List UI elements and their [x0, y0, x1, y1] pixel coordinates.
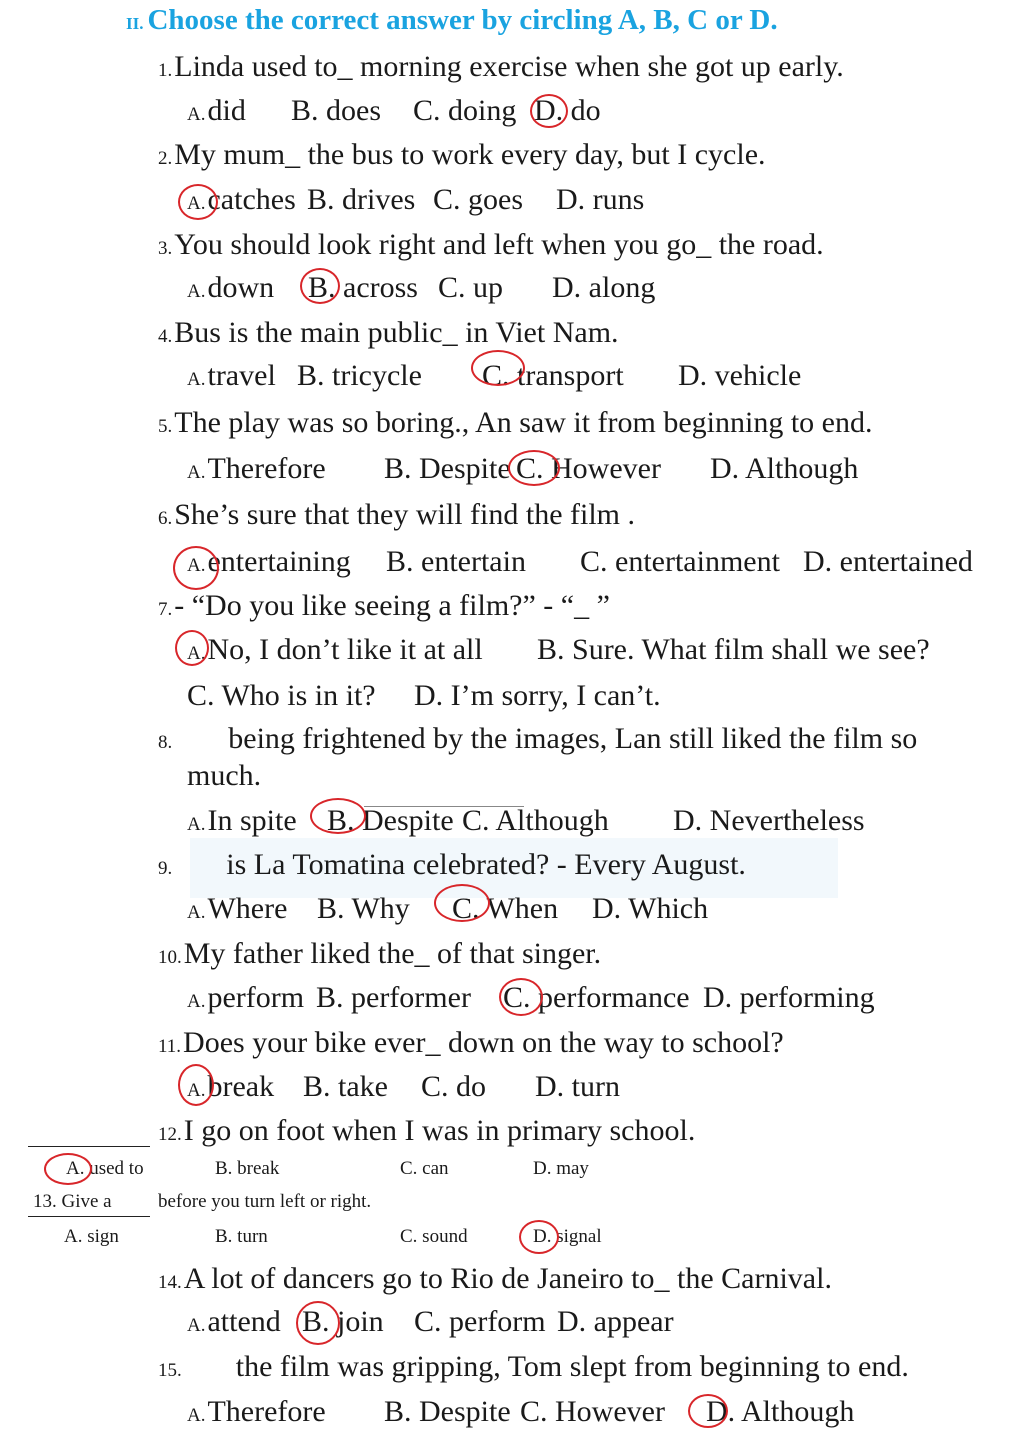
q3-option-d[interactable]: D. along	[552, 271, 656, 304]
q7-option-c[interactable]: C. Who is in it?	[187, 679, 376, 712]
q11-option-b[interactable]: B. take	[303, 1070, 388, 1103]
q2-option-a[interactable]	[187, 182, 296, 222]
q5-option-a[interactable]	[187, 451, 326, 491]
option-text: In spite	[207, 804, 297, 837]
q15-option-d[interactable]: D. Although	[706, 1395, 855, 1428]
q10-option-b[interactable]: B. performer	[316, 981, 471, 1014]
question-number: 9.	[158, 858, 173, 879]
divider-line	[28, 1146, 150, 1147]
q7-option-a[interactable]	[187, 632, 483, 672]
q2-option-b[interactable]: B. drives	[307, 183, 416, 216]
option-letter: A.	[187, 281, 206, 302]
option-text: Where	[207, 892, 288, 925]
question-text: I go on foot when I was in primary school.	[183, 1114, 696, 1147]
question-15	[158, 1349, 909, 1389]
option-letter: A.	[187, 1080, 206, 1101]
q13-option-d[interactable]: D. signal	[533, 1226, 602, 1247]
question-number: 4.	[158, 326, 173, 347]
q6-option-b[interactable]: B. entertain	[386, 545, 526, 578]
option-letter: A.	[187, 643, 206, 664]
question-text: being frightened by the images, Lan still liked the film so	[228, 722, 918, 755]
strike-line	[364, 806, 524, 807]
question-13-number: 13. Give a	[33, 1191, 112, 1212]
q6-option-d[interactable]: D. entertained	[803, 545, 973, 578]
q8-option-a[interactable]	[187, 803, 297, 843]
q3-option-c[interactable]: C. up	[438, 271, 504, 304]
q9-option-b[interactable]: B. Why	[317, 892, 410, 925]
question-text: Bus is the main public_ in Viet Nam.	[174, 316, 619, 349]
option-text: Therefore	[207, 452, 326, 485]
q5-option-b[interactable]: B. Despite	[384, 452, 511, 485]
q14-option-c[interactable]: C. perform	[414, 1305, 546, 1338]
question-number: 3.	[158, 238, 173, 259]
q3-option-b[interactable]: B. across	[308, 271, 418, 304]
question-number: 1.	[158, 60, 173, 81]
section-title	[126, 4, 778, 37]
q10-option-c[interactable]: C. performance	[503, 981, 690, 1014]
question-10	[158, 936, 601, 976]
question-text: - “Do you like seeing a film?” - “_ ”	[174, 589, 610, 622]
question-number: 12.	[158, 1124, 182, 1145]
question-13: before you turn left or right.	[158, 1191, 372, 1212]
q1-option-d[interactable]: D. do	[534, 94, 601, 127]
q13-option-c[interactable]: C. sound	[400, 1226, 468, 1247]
divider-line	[28, 1216, 150, 1217]
q8-option-d[interactable]: D. Nevertheless	[673, 804, 865, 837]
question-text: Linda used to_ morning exercise when she got up early.	[174, 50, 844, 83]
section-roman-numeral: II.	[126, 14, 144, 33]
question-text: My father liked the_ of that singer.	[183, 937, 602, 970]
question-text: Does your bike ever_ down on the way to school?	[183, 1026, 784, 1059]
question-3	[158, 227, 824, 267]
option-letter: A.	[187, 193, 206, 214]
q11-option-d[interactable]: D. turn	[535, 1070, 620, 1103]
question-1	[158, 49, 844, 89]
question-number: 7.	[158, 599, 173, 620]
q4-option-a[interactable]	[187, 358, 276, 398]
q15-option-a[interactable]	[187, 1394, 326, 1434]
q12-option-d[interactable]: D. may	[533, 1158, 589, 1179]
option-letter: A.	[187, 462, 206, 483]
question-number: 8.	[158, 732, 173, 753]
q9-option-a[interactable]	[187, 891, 287, 931]
question-text: She’s sure that they will find the film .	[174, 498, 636, 531]
question-text: My mum_ the bus to work every day, but I cycle.	[174, 138, 766, 171]
q10-option-a[interactable]	[187, 980, 304, 1020]
q14-option-b[interactable]: B. join	[302, 1305, 384, 1338]
option-letter: A.	[187, 555, 206, 576]
q9-option-c[interactable]: C. When	[452, 892, 559, 925]
question-8	[158, 721, 917, 761]
option-letter: A.	[187, 369, 206, 390]
option-text: break	[207, 1070, 275, 1103]
q4-option-d[interactable]: D. vehicle	[678, 359, 802, 392]
q2-option-d[interactable]: D. runs	[556, 183, 645, 216]
question-2	[158, 137, 766, 177]
question-14	[158, 1261, 832, 1301]
q2-option-c[interactable]: C. goes	[433, 183, 523, 216]
question-12	[158, 1113, 695, 1153]
option-text: Therefore	[207, 1395, 326, 1428]
question-number: 15.	[158, 1360, 182, 1381]
question-number: 5.	[158, 416, 173, 437]
q13-option-b[interactable]: B. turn	[215, 1226, 268, 1247]
q1-option-c[interactable]: C. doing	[413, 94, 517, 127]
section-instruction: Choose the correct answer by circling A, B, C or D.	[147, 4, 778, 36]
option-text: travel	[207, 359, 276, 392]
option-letter: A.	[187, 991, 206, 1012]
option-letter: A.	[187, 814, 206, 835]
q7-option-b[interactable]: B. Sure. What film shall we see?	[537, 633, 930, 666]
option-text: attend	[207, 1305, 281, 1338]
q13-option-a[interactable]: A. sign	[64, 1226, 119, 1247]
q1-option-a[interactable]	[187, 93, 246, 133]
q12-option-a[interactable]: A. used to	[66, 1158, 144, 1179]
q11-option-a[interactable]	[187, 1069, 274, 1109]
q10-option-d[interactable]: D. performing	[703, 981, 875, 1014]
question-11	[158, 1025, 784, 1065]
question-number: 11.	[158, 1036, 182, 1057]
option-text: down	[207, 271, 275, 304]
question-text: You should look right and left when you go_ the road.	[174, 228, 824, 261]
q6-option-a[interactable]	[187, 544, 351, 584]
q12-option-b[interactable]: B. break	[215, 1158, 280, 1179]
option-text: No, I don’t like it at all	[207, 633, 483, 666]
option-letter: A.	[187, 1315, 206, 1336]
q6-option-c[interactable]: C. entertainment	[580, 545, 780, 578]
q15-option-b[interactable]: B. Despite	[384, 1395, 511, 1428]
q5-option-d[interactable]: D. Although	[710, 452, 859, 485]
q8-option-b[interactable]: B. Despite	[327, 804, 454, 837]
question-number: 14.	[158, 1272, 182, 1293]
question-7	[158, 588, 610, 628]
q7-option-d[interactable]: D. I’m sorry, I can’t.	[414, 679, 661, 712]
option-letter: A.	[187, 104, 206, 125]
question-text: the film was gripping, Tom slept from beginning to end.	[235, 1350, 909, 1383]
q14-option-d[interactable]: D. appear	[557, 1305, 674, 1338]
q11-option-c[interactable]: C. do	[421, 1070, 487, 1103]
question-9	[158, 847, 746, 887]
option-text: did	[207, 94, 246, 127]
question-text: The play was so boring., An saw it from beginning to end.	[174, 406, 873, 439]
question-5	[158, 405, 872, 445]
question-number: 10.	[158, 947, 182, 968]
option-text: catches	[207, 183, 296, 216]
q3-option-a[interactable]	[187, 270, 274, 310]
question-text: is La Tomatina celebrated? - Every August.	[226, 848, 746, 881]
q12-option-c[interactable]: C. can	[400, 1158, 449, 1179]
q4-option-b[interactable]: B. tricycle	[297, 359, 422, 392]
question-8-continued: much.	[187, 759, 262, 792]
question-number: 6.	[158, 508, 173, 529]
option-text: perform	[207, 981, 305, 1014]
option-letter: A.	[187, 1405, 206, 1426]
q1-option-b[interactable]: B. does	[291, 94, 381, 127]
q5-option-c[interactable]: C. However	[516, 452, 661, 485]
question-text: A lot of dancers go to Rio de Janeiro to_ the Carnival.	[183, 1262, 832, 1295]
question-6	[158, 497, 635, 537]
q14-option-a[interactable]	[187, 1304, 281, 1344]
question-4	[158, 315, 619, 355]
q15-option-c[interactable]: C. However	[520, 1395, 665, 1428]
option-text: entertaining	[207, 545, 351, 578]
question-number: 2.	[158, 148, 173, 169]
option-letter: A.	[187, 902, 206, 923]
q4-option-c[interactable]: C. transport	[482, 359, 624, 392]
q8-option-c[interactable]: C. Although	[462, 804, 609, 837]
q9-option-d[interactable]: D. Which	[592, 892, 709, 925]
